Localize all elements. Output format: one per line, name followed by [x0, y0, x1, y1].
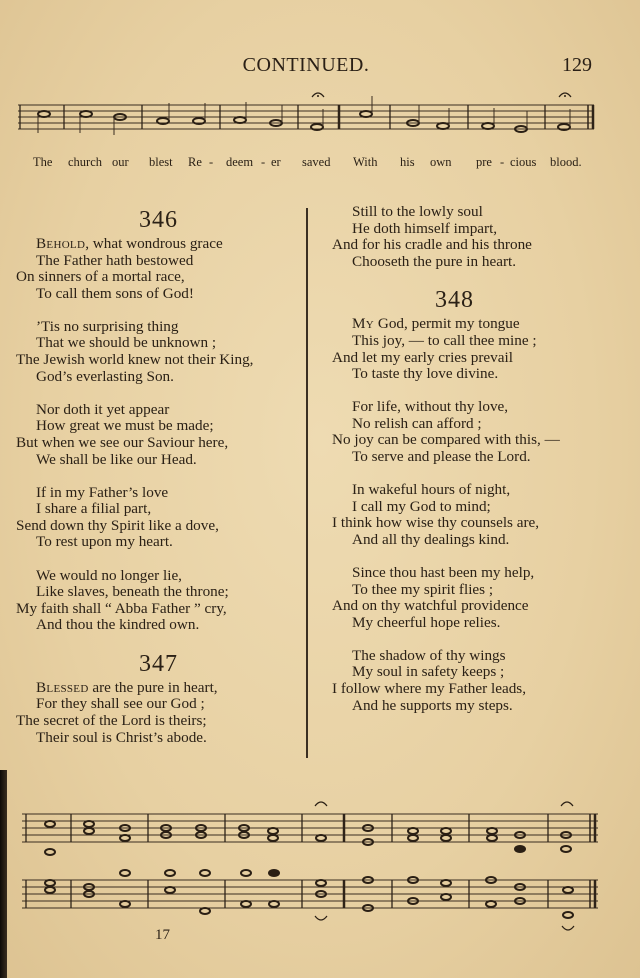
verse-line-rest: God, permit my tongue [374, 315, 520, 333]
verse-line: The secret of the Lord is theirs; [16, 712, 207, 730]
page-number: 129 [562, 54, 592, 76]
stanza [332, 399, 622, 465]
lyric-word: saved [302, 155, 331, 169]
verse-line: To taste thy love divine. [352, 365, 499, 383]
column-divider [306, 208, 308, 758]
verse-line: The Jewish world knew not their King, [16, 351, 254, 369]
lyric-word: church [68, 155, 103, 169]
verse-line: I share a filial part, [36, 500, 152, 518]
verse-line: This joy, — to call thee mine ; [352, 331, 537, 349]
verse-line: My soul in safety keeps ; [352, 663, 505, 681]
stanza [332, 648, 622, 714]
hymn-number-348: 348 [435, 287, 474, 314]
verse-line: On sinners of a mortal race, [16, 268, 185, 286]
lyric-word: pre [476, 155, 492, 169]
lyric-word: blood. [550, 155, 582, 169]
bass-harmony-notation-icon [22, 880, 602, 920]
verse-line: If in my Father’s love [36, 483, 169, 501]
lyric-word: cious [510, 155, 537, 169]
verse-line: And thou the kindred own. [36, 616, 200, 634]
lyric-word: - [500, 155, 505, 169]
stanza [16, 680, 301, 746]
verse-line-rest: , what wondrous grace [85, 235, 223, 252]
stanza [16, 568, 301, 634]
verse-line: I call my God to mind; [352, 497, 491, 515]
verse-line: And let my early cries prevail [332, 348, 513, 366]
lyric-word: blest [149, 155, 173, 169]
lyric-word: his [400, 155, 415, 169]
top-music-staff [18, 105, 596, 129]
verse-line: My faith shall “ Abba Father ” cry, [16, 599, 227, 617]
verse-line: And all thy dealings kind. [352, 530, 510, 548]
verse-line [332, 316, 622, 333]
verse-line: Since thou hast been my help, [352, 564, 535, 581]
verse-first-word: Blessed [36, 678, 89, 696]
melody-notation-icon [18, 105, 598, 145]
verse-line [16, 236, 301, 253]
verse-first-word: Behold [36, 235, 86, 252]
verse-first-word: My [352, 315, 375, 333]
lyric-word: Re [188, 155, 202, 169]
verse-line: Nor doth it yet appear [36, 400, 170, 418]
verse-line: My cheerful hope relies. [352, 613, 501, 631]
stanza [332, 482, 622, 548]
verse-line: Chooseth the pure in heart. [352, 252, 517, 270]
lyric-word: With [353, 155, 378, 169]
signature-mark: 17 [155, 927, 170, 943]
hymn-number-347: 347 [139, 650, 178, 677]
page-title: CONTINUED. [242, 54, 370, 76]
verse-line: Like slaves, beneath the throne; [36, 583, 229, 601]
music-lyrics [0, 155, 640, 171]
verse-line: He doth himself impart, [352, 219, 498, 237]
lyric-word: own [430, 155, 452, 169]
verse-line: ’Tis no surprising thing [36, 317, 179, 335]
lyric-word: - [209, 155, 214, 169]
lyric-word: deem [226, 155, 254, 169]
verse-line: The shadow of thy wings [352, 646, 506, 664]
verse-line: In wakeful hours of night, [352, 481, 511, 499]
stanza [16, 319, 301, 385]
verse-line: And for his cradle and his throne [332, 236, 532, 254]
verse-line: But when we see our Saviour here, [16, 433, 229, 451]
treble-staff [22, 814, 600, 838]
verse-line: Send down thy Spirit like a dove, [16, 516, 219, 534]
verse-line: I follow where my Father leads, [332, 680, 527, 698]
verse-line: No relish can afford ; [352, 414, 482, 432]
verse-line: To rest upon my heart. [36, 533, 173, 551]
verse-line: That we should be unknown ; [36, 334, 217, 352]
left-column [16, 204, 301, 763]
hymn-number-346: 346 [139, 207, 178, 233]
lyric-word: - [261, 155, 266, 169]
verse-line: I think how wise thy counsels are, [332, 514, 540, 532]
stanza [16, 236, 301, 302]
verse-line: For they shall see our God ; [36, 695, 205, 713]
lyric-word: The [33, 155, 53, 169]
bass-staff [22, 880, 600, 904]
book-binding-edge [0, 770, 7, 978]
stanza [332, 316, 622, 382]
verse-line: To call them sons of God! [36, 284, 194, 302]
verse-line: The Father hath bestowed [36, 251, 194, 269]
verse-line: To thee my spirit flies ; [352, 580, 494, 598]
right-column [332, 204, 622, 731]
verse-line: We would no longer lie, [36, 566, 182, 584]
verse-line: How great we must be made; [36, 417, 214, 435]
verse-line: Their soul is Christ’s abode. [36, 728, 207, 746]
stanza [16, 402, 301, 468]
verse-line: And he supports my steps. [352, 696, 513, 714]
lyric-word: our [112, 155, 129, 169]
stanza [332, 565, 622, 631]
verse-line: For life, without thy love, [352, 398, 509, 416]
lyric-word: er [271, 155, 281, 169]
verse-line [16, 680, 301, 697]
treble-harmony-notation-icon [22, 814, 602, 854]
verse-line: No joy can be compared with this, — [332, 431, 560, 449]
verse-line-rest: are the pure in heart, [88, 678, 218, 696]
verse-line: We shall be like our Head. [36, 450, 197, 468]
verse-line: Still to the lowly soul [352, 203, 483, 220]
verse-line: And on thy watchful providence [332, 597, 529, 615]
stanza [16, 485, 301, 551]
verse-line: God’s everlasting Son. [36, 367, 174, 385]
verse-line: To serve and please the Lord. [352, 448, 531, 466]
stanza-continuation [332, 204, 622, 270]
